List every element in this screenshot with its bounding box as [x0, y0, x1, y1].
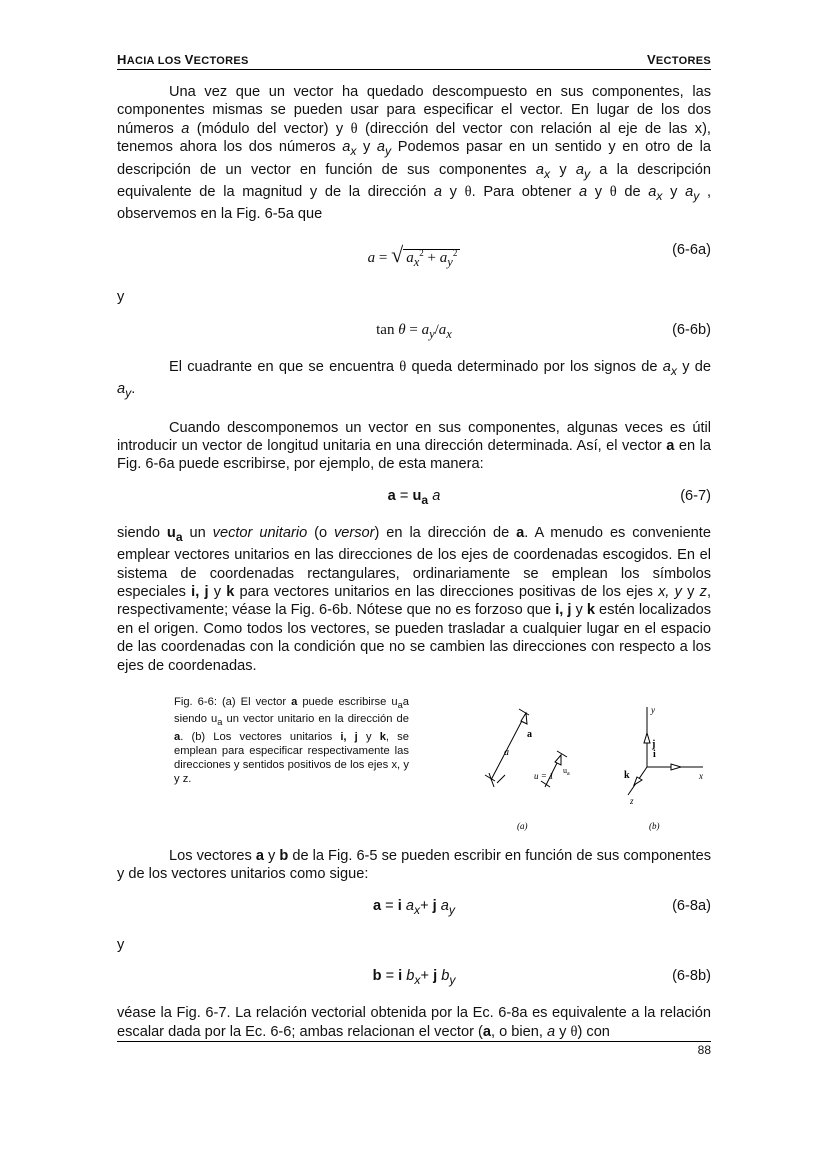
- paragraph-4: siendo $u_a$ un vector unitario (o versor) en la dirección de a. A menudo es conveniente emplear vectores unitarios en las direcciones de los ejes de coordenadas escogidos. En el sistema de coordenadas rectangulares, ordinariamente se emplean los símbolos especiales i, j y k para vectores unitarios en las direcciones positivas de los ejes x, y y z, respectivamente; véase la Fig. 6-6b. Nótese que no es forzoso que i, j y k estén localizados en el origen. Como todos los vectores, se pueden trasladar a cualquier lugar en el espacio de las coordenadas con la condición que no se cambien las direcciones con respecto a los ejes de coordenadas.: [117, 524, 712, 674]
- page-number: 88: [697, 1043, 711, 1057]
- label-k: k: [624, 769, 630, 781]
- vector-a-arrowhead: [521, 713, 527, 724]
- label-a: a: [504, 746, 509, 758]
- figure-6-6: [117, 695, 711, 833]
- equation-number: (6-8b): [672, 968, 711, 985]
- i-arrowhead: [671, 764, 681, 770]
- label-z: z: [630, 795, 634, 806]
- equation-formula: a = i $a_x+ j$ $a_y$: [373, 897, 455, 917]
- equation-6-6a: [117, 241, 711, 269]
- label-cap-b: (b): [649, 820, 660, 831]
- equation-6-7: [117, 488, 711, 512]
- header-left: HACIA LOS VECTORES: [117, 52, 249, 67]
- equation-formula: a = √ $a_x^2 + a_y^2$: [117, 242, 711, 270]
- j-arrowhead: [644, 733, 650, 743]
- equation-number: (6-7): [680, 487, 711, 504]
- equation-formula: $\tan \theta = a_y/a_x$: [376, 321, 452, 341]
- equation-formula: $a = u_a$ a: [387, 487, 441, 507]
- unit-vector-ua-arrowhead: [555, 755, 561, 765]
- equation-number: (6-6a): [672, 241, 711, 258]
- label-y: y: [651, 704, 655, 715]
- paragraph-1: Una vez que un vector ha quedado descompuesto en sus componentes, las componentes mismas se pueden usar para especificar el vector. En lugar de los dos números a (módulo del vector) y θ (dirección del vector con relación al eje de las x), tenemos ahora los dos números $a_x$ y $a_y$ Podemos pasar en un sentido y en otro de la descripción de un vector en función de sus componentes $a_x$ y $a_y$ a la descripción equivalente de la magnitud y de la dirección a y θ. Para obtener a y θ de $a_x$ y $a_y$ , observemos en la Fig. 6-5a que: [117, 84, 712, 223]
- paragraph-2: El cuadrante en que se encuentra θ queda determinado por los signos de $a_x$ y de $a_y$.: [117, 358, 712, 401]
- equation-formula: b = i $b_x+ j$ $b_y$: [372, 968, 456, 988]
- equation-6-6b: [117, 322, 711, 346]
- equation-number: (6-8a): [672, 897, 711, 914]
- paragraph-3: Cuando descomponemos un vector en sus componentes, algunas veces es útil introducir un vector de longitud unitaria en una dirección determinada. Así, el vector a en la Fig. 6-6a puede escribirse, por ejemplo, de esta manera:: [117, 419, 711, 473]
- label-j: j: [652, 738, 656, 750]
- equation-number: (6-6b): [672, 321, 711, 338]
- page: [117, 52, 711, 1057]
- paragraph-5: Los vectores a y b de la Fig. 6-5 se pueden escribir en función de sus componentes y de los vectores unitarios como sigue:: [117, 847, 712, 883]
- connector-y: y: [117, 936, 125, 953]
- paragraph-6: véase la Fig. 6-7. La relación vectorial obtenida por la Ec. 6-8a es equivalente a la relación escalar dada por la Ec. 6-6; ambas relacionan el vector (a, o bien, a y θ) con: [117, 1005, 711, 1040]
- running-header: [117, 52, 711, 70]
- label-ua: $u_a$: [563, 765, 570, 777]
- figure-caption: Fig. 6-6: (a) El vector a puede escribirse $u_aa$ siendo $u_a$ un vector unitario en la dirección de a. (b) Los vectores unitarios i, j y k, se emplean para especificar respectivamente las direcciones y sentidos positivos de los ejes x, y y z.: [174, 695, 409, 786]
- equation-6-8a: [117, 898, 711, 922]
- k-arrowhead: [634, 777, 642, 785]
- label-x: x: [699, 770, 703, 781]
- equation-6-8b: [117, 968, 711, 992]
- label-cap-a: (a): [517, 820, 528, 831]
- connector-y: y: [117, 288, 125, 305]
- page-footer: [117, 1041, 711, 1057]
- vector-diagram: [477, 695, 717, 833]
- header-right: VECTORES: [646, 52, 711, 67]
- label-u-eq: u = 1: [534, 770, 554, 781]
- label-i: i: [653, 748, 656, 760]
- label-a-bold: a: [527, 728, 532, 740]
